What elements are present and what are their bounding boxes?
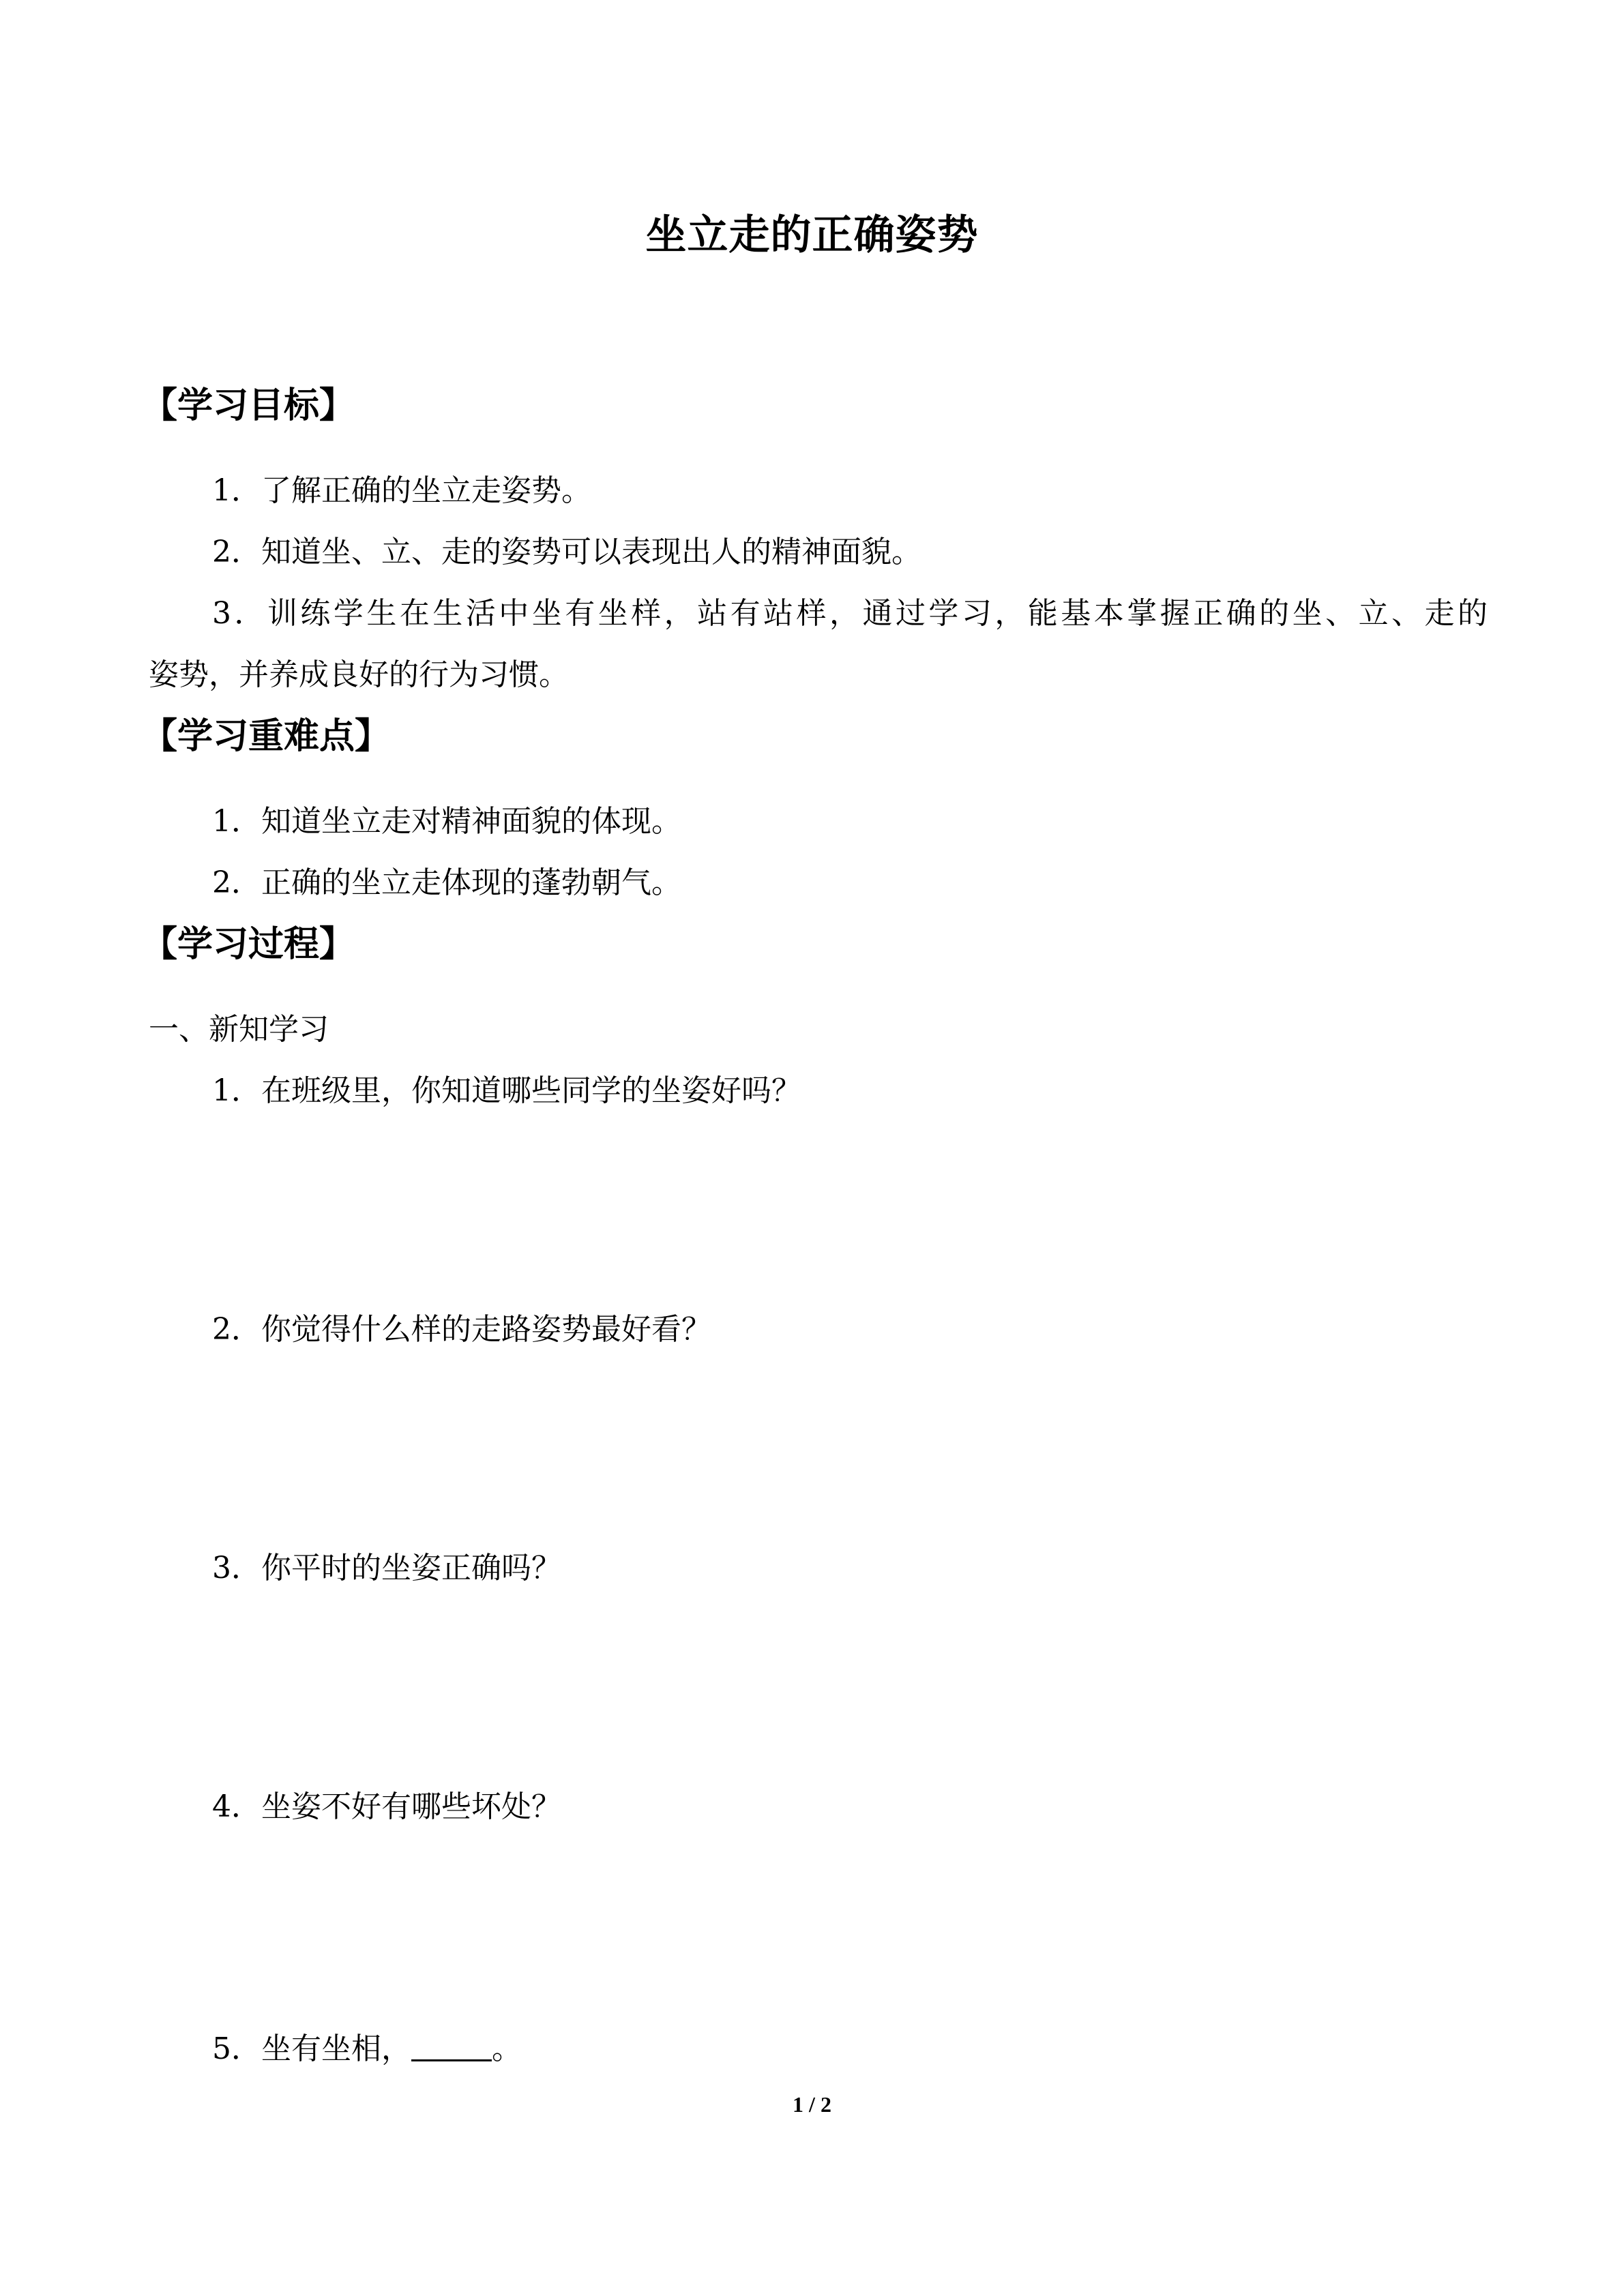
key-point-item-1: 1．知道坐立走对精神面貌的体现。 <box>212 804 681 839</box>
section-heading-process: 【学习过程】 <box>142 924 355 965</box>
objective-item-3: 3．训练学生在生活中坐有坐样，站有站样，通过学习，能基本掌握正确的坐、立、走的 <box>212 596 1488 631</box>
objective-item-3-continued: 姿势，并养成良好的行为习惯。 <box>149 657 569 692</box>
process-subheading: 一、新知学习 <box>149 1012 329 1047</box>
question-4: 4．坐姿不好有哪些坏处？ <box>212 1789 561 1824</box>
question-5-suffix: 。 <box>492 2031 522 2066</box>
section-heading-objectives: 【学习目标】 <box>142 385 355 426</box>
question-5 <box>212 2029 522 2070</box>
question-3: 3．你平时的坐姿正确吗？ <box>212 1551 561 1585</box>
key-point-item-2: 2．正确的坐立走体现的蓬勃朝气。 <box>212 865 681 900</box>
objective-item-2: 2．知道坐、立、走的姿势可以表现出人的精神面貌。 <box>212 535 921 569</box>
objective-item-1: 1．了解正确的坐立走姿势。 <box>212 473 591 508</box>
answer-blank <box>411 2032 492 2061</box>
question-1: 1．在班级里，你知道哪些同学的坐姿好吗？ <box>212 1073 801 1108</box>
section-heading-key-points: 【学习重难点】 <box>142 716 391 757</box>
question-5-prefix: 5．坐有坐相， <box>212 2031 411 2066</box>
question-2: 2．你觉得什么样的走路姿势最好看？ <box>212 1312 711 1347</box>
page-number: 1 / 2 <box>793 2092 831 2117</box>
document-title: 坐立走的正确姿势 <box>645 211 979 259</box>
